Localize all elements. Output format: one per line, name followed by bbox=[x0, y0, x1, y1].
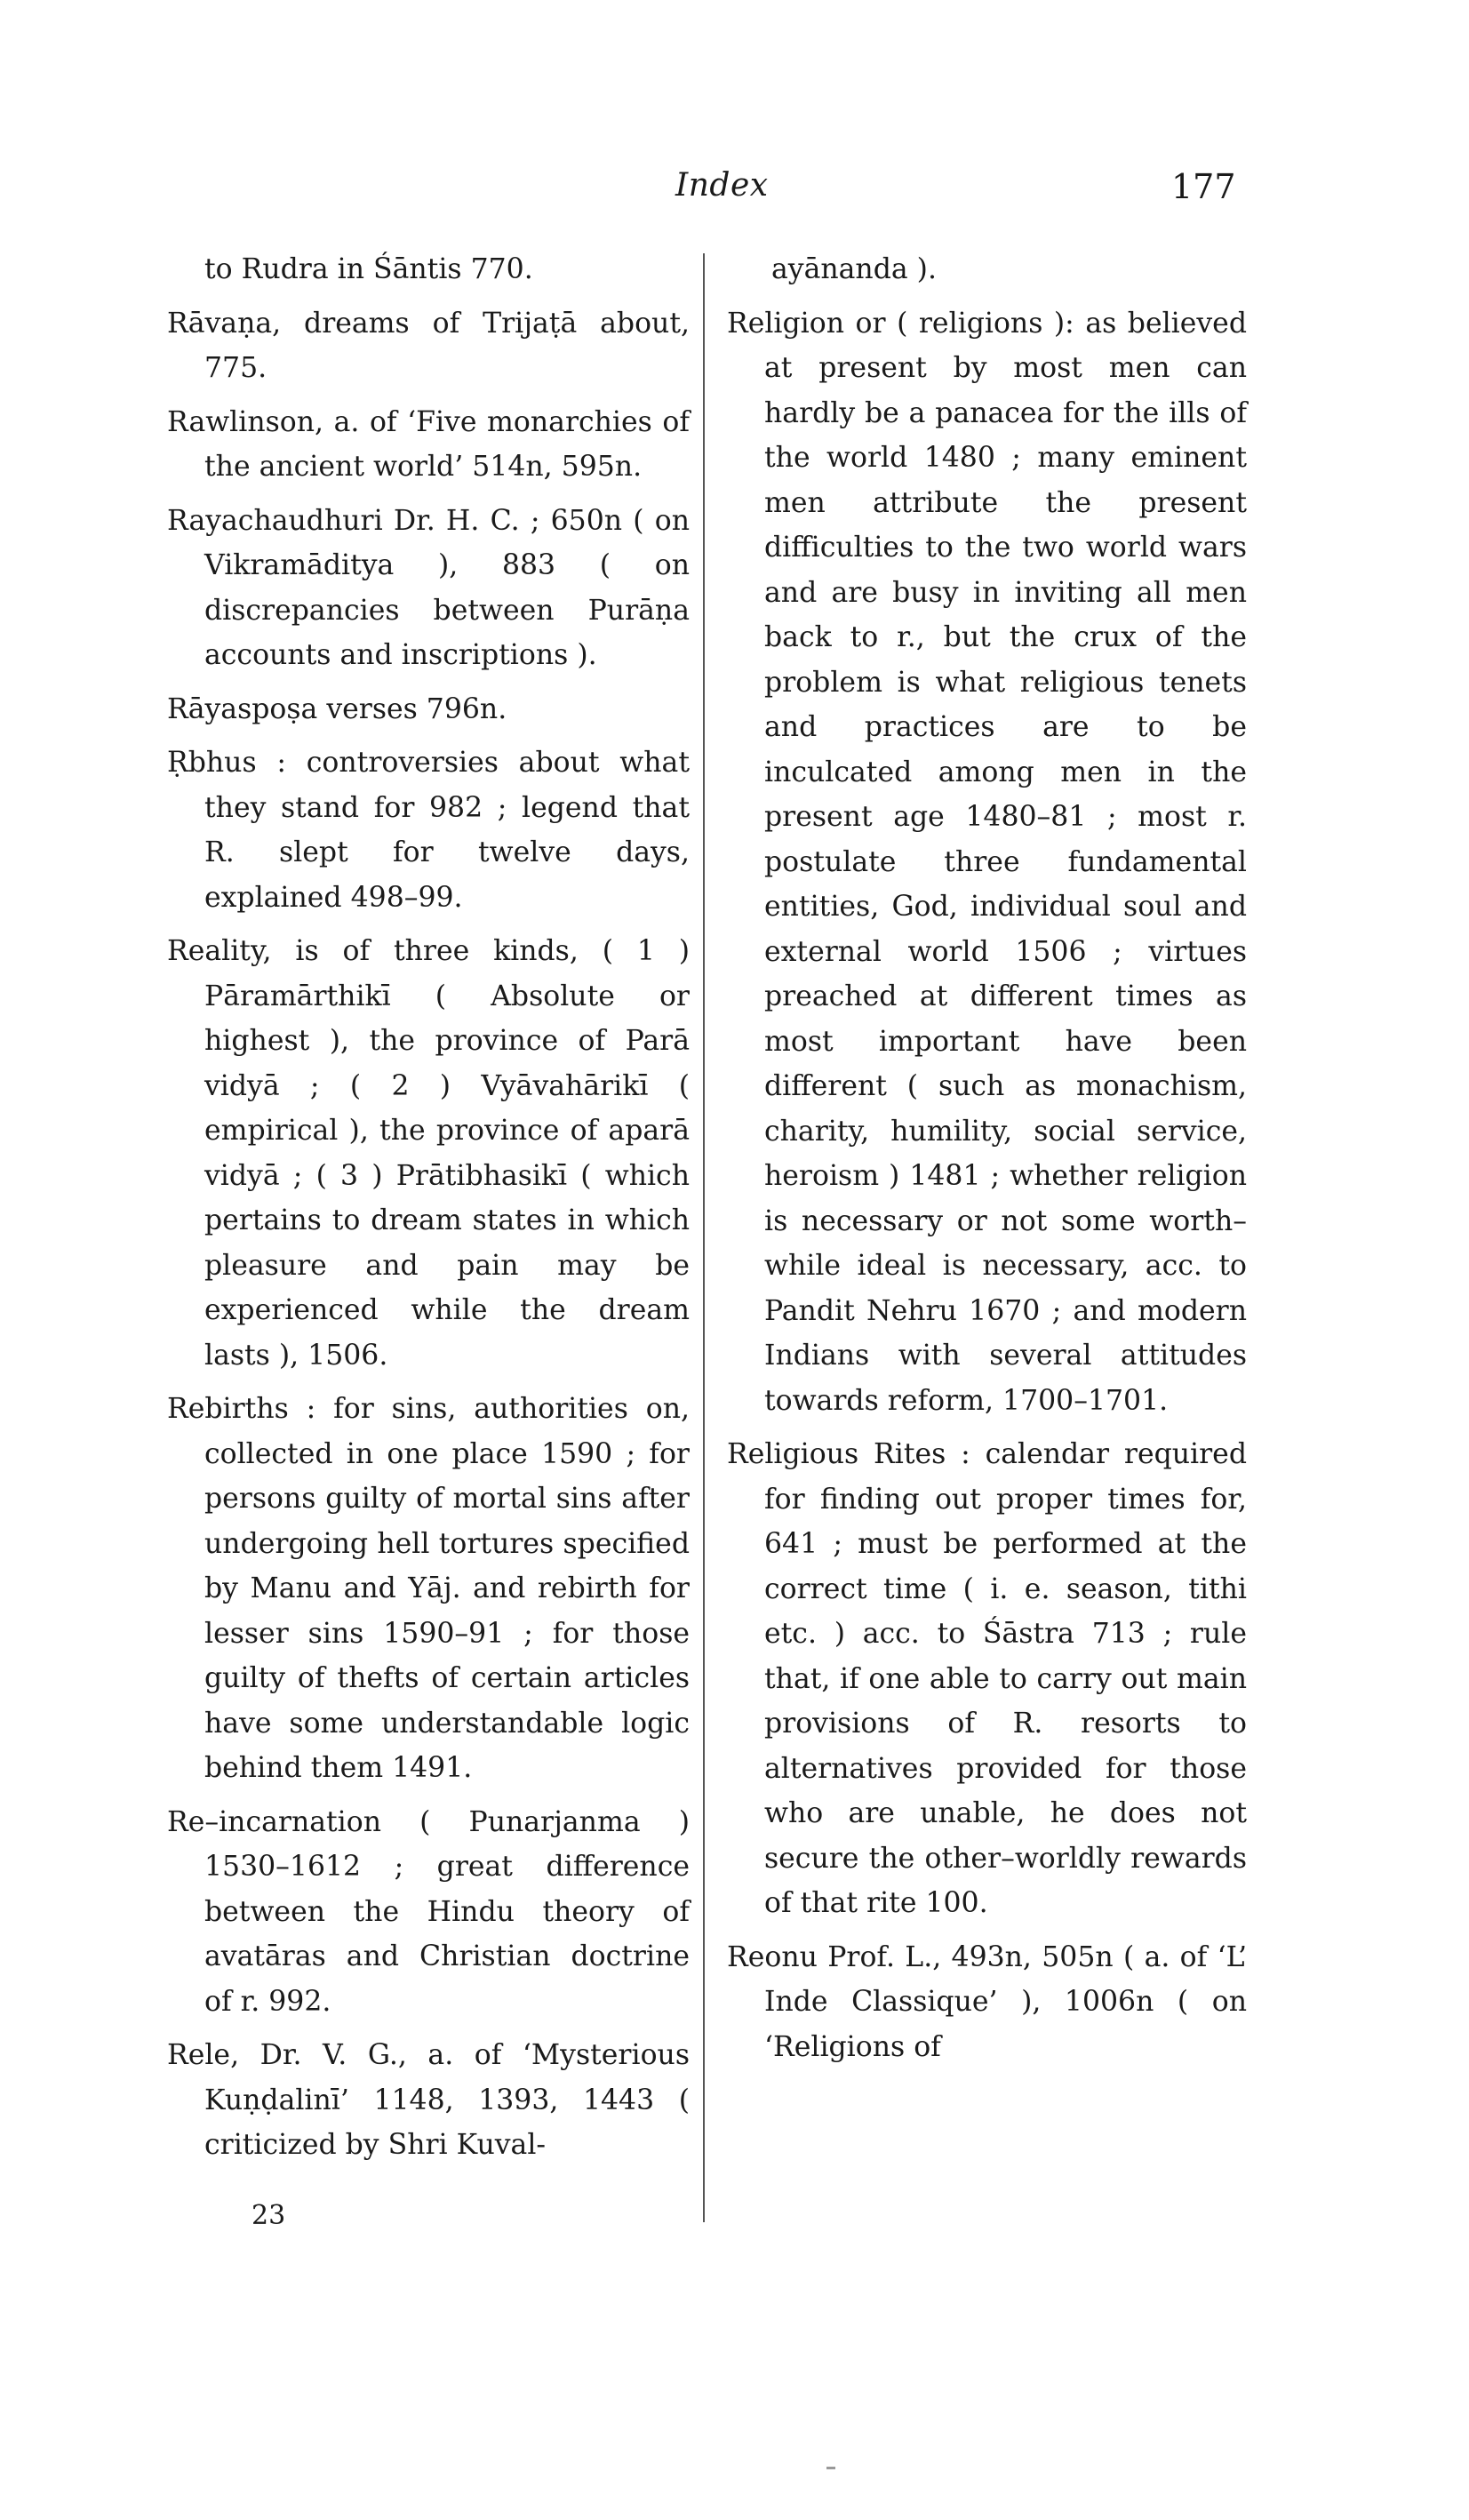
index-entry: Reonu Prof. L., 493n, 505n ( a. of ‘L’ Inde Classique’ ), 1006n ( on ‘Religions of bbox=[727, 1940, 1247, 2063]
running-header-title: Index bbox=[675, 167, 769, 204]
index-entry: Ṛbhus : controversies about what they stand for 982 ; legend that R. slept for twelve days, explained 498–99. bbox=[167, 747, 690, 914]
index-entry: Rawlinson, a. of ‘Five monarchies of the ancient world’ 514n, 595n. bbox=[167, 405, 690, 483]
index-entry: Re–incarnation ( Punarjanma ) 1530–1612 ; great difference between the Hindu theory of avatāras and Christian doctrine of r. 992. bbox=[167, 1805, 690, 2018]
index-entry: Rāyaspoṣa verses 796n. bbox=[167, 692, 507, 725]
index-entry: Reality, is of three kinds, ( 1 ) Pāramārthikī ( Absolute or highest ), the province of Parā vidyā ; ( 2 ) Vyāvahārikī ( empirical ), the province of aparā vidyā ; ( 3 ) Prātibhasikī ( which pertains to dream states in which pleasure and pain may be experienced while the dream lasts ), 1506. bbox=[167, 935, 690, 1372]
index-entry: Rele, Dr. V. G., a. of ‘Mysterious Kuṇḍalinī’ 1148, 1393, 1443 ( criticized by Shri Kuval- bbox=[167, 2039, 690, 2161]
index-entry: Rāvaṇa, dreams of Trijaṭā about, 775. bbox=[167, 307, 690, 384]
index-entry: Rayachaudhuri Dr. H. C. ; 650n ( on Vikramāditya ), 883 ( on discrepancies between Purāṇa accounts and inscriptions ). bbox=[167, 504, 690, 671]
right-column bbox=[727, 247, 1247, 2078]
signature-mark: 23 bbox=[251, 2200, 286, 2231]
index-entry: to Rudra in Śāntis 770. bbox=[204, 253, 533, 285]
index-entry-continuation: ayānanda ). bbox=[771, 253, 937, 285]
index-entry: Rebirths : for sins, authorities on, collected in one place 1590 ; for persons guilty of mortal sins after undergoing hell tortures specified by Manu and Yāj. and rebirth for lesser sins 1590–91 ; for those guilty of thefts of certain articles have some understandable logic behind them 1491. bbox=[167, 1393, 690, 1784]
left-column bbox=[167, 247, 690, 2177]
column-divider bbox=[703, 253, 705, 2222]
print-speck bbox=[826, 2467, 835, 2469]
index-entry: Religious Rites : calendar required for finding out proper times for, 641 ; must be performed at the correct time ( i. e. season, tithi etc. ) acc. to Śāstra 713 ; rule that, if one able to carry out main provisions of R. resorts to alternatives provided for those who are unable, he does not secure the other–worldly rewards of that rite 100. bbox=[727, 1438, 1247, 1919]
index-entry: Religion or ( religions ): as believed at present by most men can hardly be a panacea for the ills of the world 1480 ; many eminent men attribute the present difficulties to the two world wars and are busy in inviting all men back to r., but the crux of the problem is what religious tenets and practices are to be inculcated among men in the present age 1480–81 ; most r. postulate three fundamental entities, God, individual soul and external world 1506 ; virtues preached at different times as most important have been different ( such as monachism, charity, humility, social service, heroism ) 1481 ; whether religion is necessary or not some worth–while ideal is necessary, acc. to Pandit Nehru 1670 ; and modern Indians with several attitudes towards reform, 1700–1701. bbox=[727, 307, 1247, 1417]
page-number: 177 bbox=[1171, 167, 1236, 206]
